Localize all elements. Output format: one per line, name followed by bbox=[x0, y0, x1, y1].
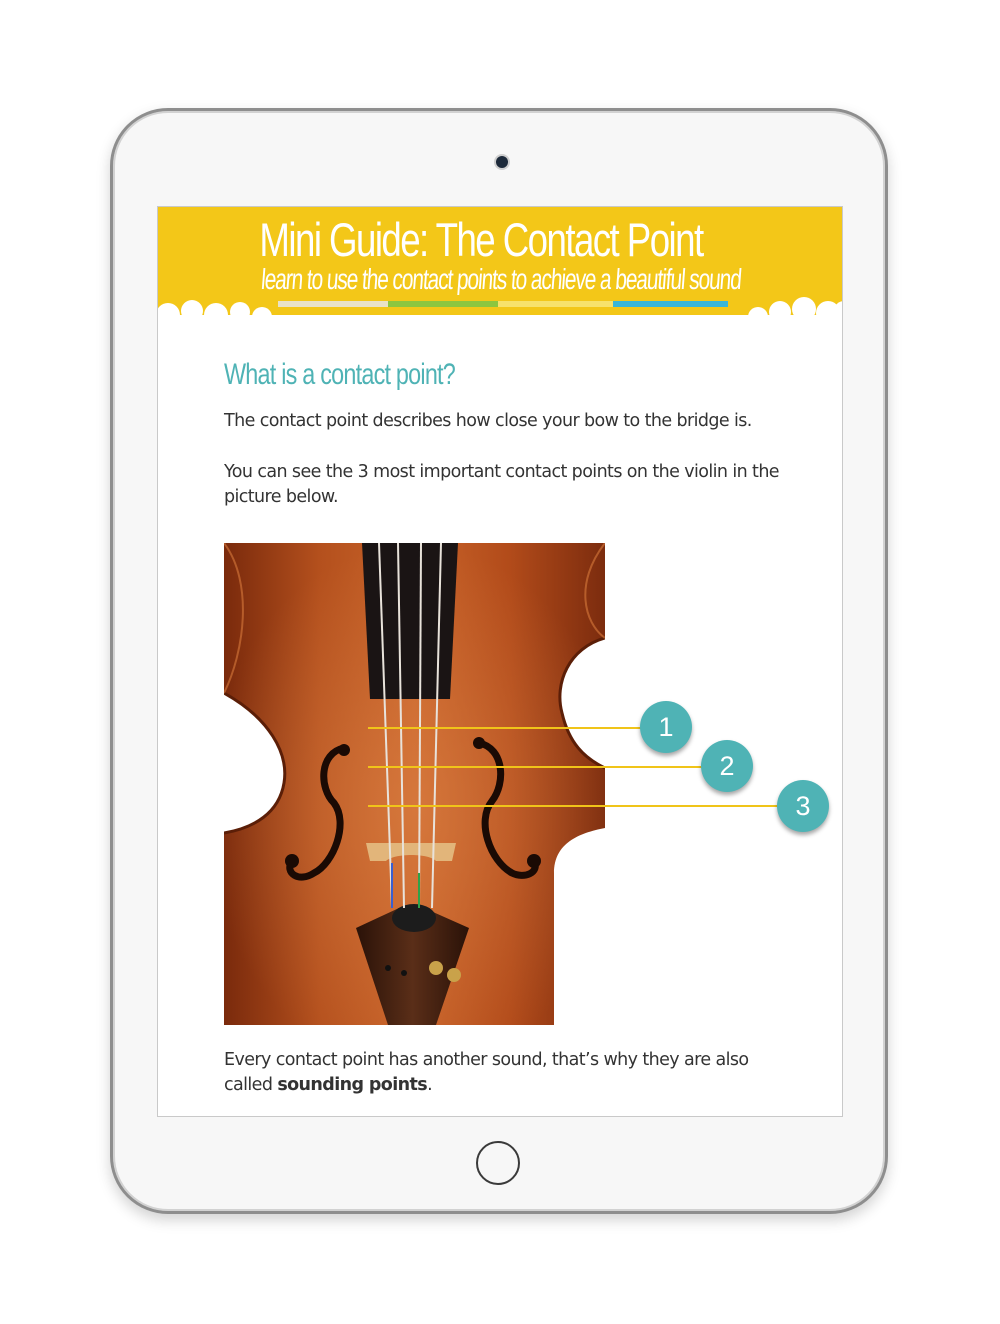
contact-point-marker-1: 1 bbox=[640, 701, 692, 753]
contact-point-marker-3: 3 bbox=[777, 780, 829, 832]
page-subtitle: learn to use the contact points to achieve a beautiful sound bbox=[259, 264, 743, 296]
contact-point-line-2 bbox=[368, 766, 714, 768]
contact-point-line-3 bbox=[368, 805, 790, 807]
paragraph-definition: The contact point describes how close your bow to the bridge is. bbox=[224, 411, 752, 431]
contact-point-marker-2: 2 bbox=[701, 740, 753, 792]
section-heading: What is a contact point? bbox=[224, 358, 456, 391]
page-title: Mini Guide: The Contact Point bbox=[259, 213, 703, 266]
paragraph-sounding-points-text: Every contact point has another sound, that’s why they are also called bbox=[224, 1050, 749, 1095]
paragraph-sounding-points bbox=[224, 1048, 784, 1098]
home-button[interactable] bbox=[476, 1141, 520, 1185]
violin-photo bbox=[224, 543, 605, 1025]
paragraph-picture-intro: You can see the 3 most important contact points on the violin in the picture below. bbox=[224, 462, 779, 507]
contact-point-line-1 bbox=[368, 727, 652, 729]
camera-icon bbox=[496, 156, 508, 168]
header-banner bbox=[158, 207, 843, 315]
tablet-screen bbox=[157, 206, 843, 1117]
sounding-points-bold: sounding points bbox=[277, 1075, 428, 1095]
cloud-border-decoration bbox=[158, 287, 843, 323]
paragraph-sounding-points-end: . bbox=[427, 1075, 433, 1095]
